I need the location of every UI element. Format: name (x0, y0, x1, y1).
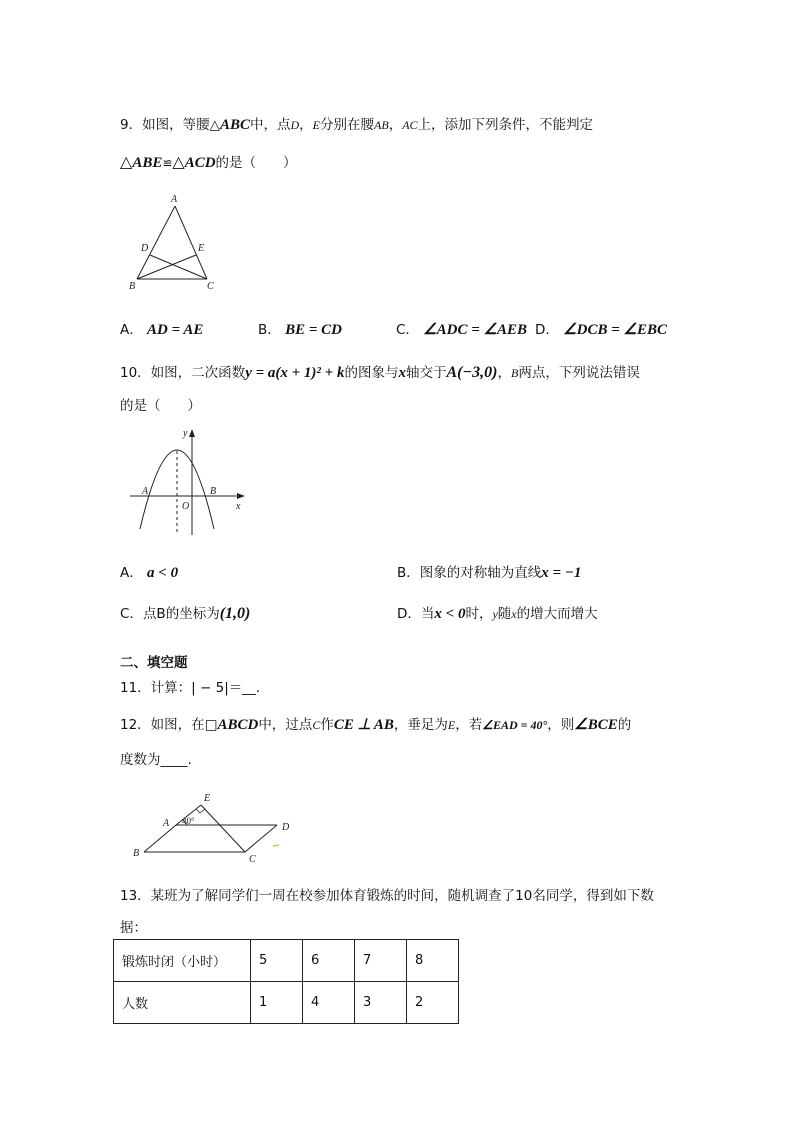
q10-label-b: B (210, 486, 217, 497)
q13-stem-line2: 据： (120, 920, 147, 936)
table-cell: 人数 (114, 982, 251, 1024)
q13-stem-line1: 13．某班为了解同学们一周在校参加体育锻炼的时间，随机调查了10名同学，得到如下数 (120, 888, 654, 904)
q9-option-c: C． ∠ADC = ∠AEB (396, 322, 528, 338)
q12-label-c: C (249, 854, 256, 865)
q9-label-d: D (141, 243, 149, 254)
q10-option-b: B．图象的对称轴为直线x = −1 (397, 565, 582, 581)
table-cell: 4 (303, 982, 355, 1024)
q9-stem-line2: △ABE≌△ACD的是（ ） (120, 152, 297, 171)
q9-triangle-figure (120, 190, 230, 295)
q12-stem-line2: 度数为____. (120, 752, 192, 768)
section-title-fill-in: 二、填空题 (120, 655, 188, 671)
table-row (114, 940, 459, 982)
q9-stem-line1: 9．如图，等腰△ABC中，点D，E分别在腰AB，AC上，添加下列条件，不能判定 (120, 117, 594, 133)
table-cell: 3 (355, 982, 407, 1024)
table-cell: 8 (407, 940, 459, 982)
q12-label-angle: 40° (182, 816, 195, 826)
q9-option-b: B． BE = CD (258, 322, 342, 338)
q9-option-d: D． ∠DCB = ∠EBC (535, 322, 668, 338)
q11-stem: 11．计算：| − 5|＝__. (120, 680, 261, 696)
q9-option-a: A． AD = AE (120, 322, 204, 338)
q10-label-x: x (236, 501, 241, 512)
q13-data-table (113, 939, 459, 1024)
q10-option-a: A． a < 0 (120, 565, 179, 581)
q10-option-c: C．点B的坐标为(1,0) (120, 605, 251, 622)
table-cell: 2 (407, 982, 459, 1024)
table-cell: 6 (303, 940, 355, 982)
q12-label-b: B (133, 848, 140, 859)
q9-label-b: B (129, 281, 136, 292)
q9-label-e: E (198, 243, 205, 254)
table-row (114, 982, 459, 1024)
q10-label-a: A (142, 486, 149, 497)
q12-label-e: E (204, 793, 211, 804)
q9-label-a: A (171, 194, 178, 205)
table-cell: 锻炼时闭（小时） (114, 940, 251, 982)
q10-stem-line1: 10．如图，二次函数y = a(x + 1)² + k的图象与x轴交于A(−3,0)，B两点，下列说法错误 (120, 364, 640, 381)
q12-parallelogram-figure (125, 788, 305, 868)
q10-label-y: y (183, 428, 188, 439)
q12-label-d: D (282, 822, 290, 833)
q10-stem-line2: 的是（ ） (120, 398, 201, 414)
table-cell: 1 (251, 982, 303, 1024)
q12-label-a: A (163, 818, 170, 829)
q10-parabola-figure (120, 425, 255, 540)
q10-label-o: O (182, 501, 190, 512)
q9-label-c: C (207, 281, 214, 292)
table-cell: 7 (355, 940, 407, 982)
table-cell: 5 (251, 940, 303, 982)
q10-option-d: D．当x < 0时，y随x的增大而增大 (397, 606, 598, 622)
q12-stem-line1: 12．如图，在□ABCD中，过点C作CE ⊥ AB，垂足为E，若∠EAD = 40°，则∠BCE的 (120, 717, 632, 733)
